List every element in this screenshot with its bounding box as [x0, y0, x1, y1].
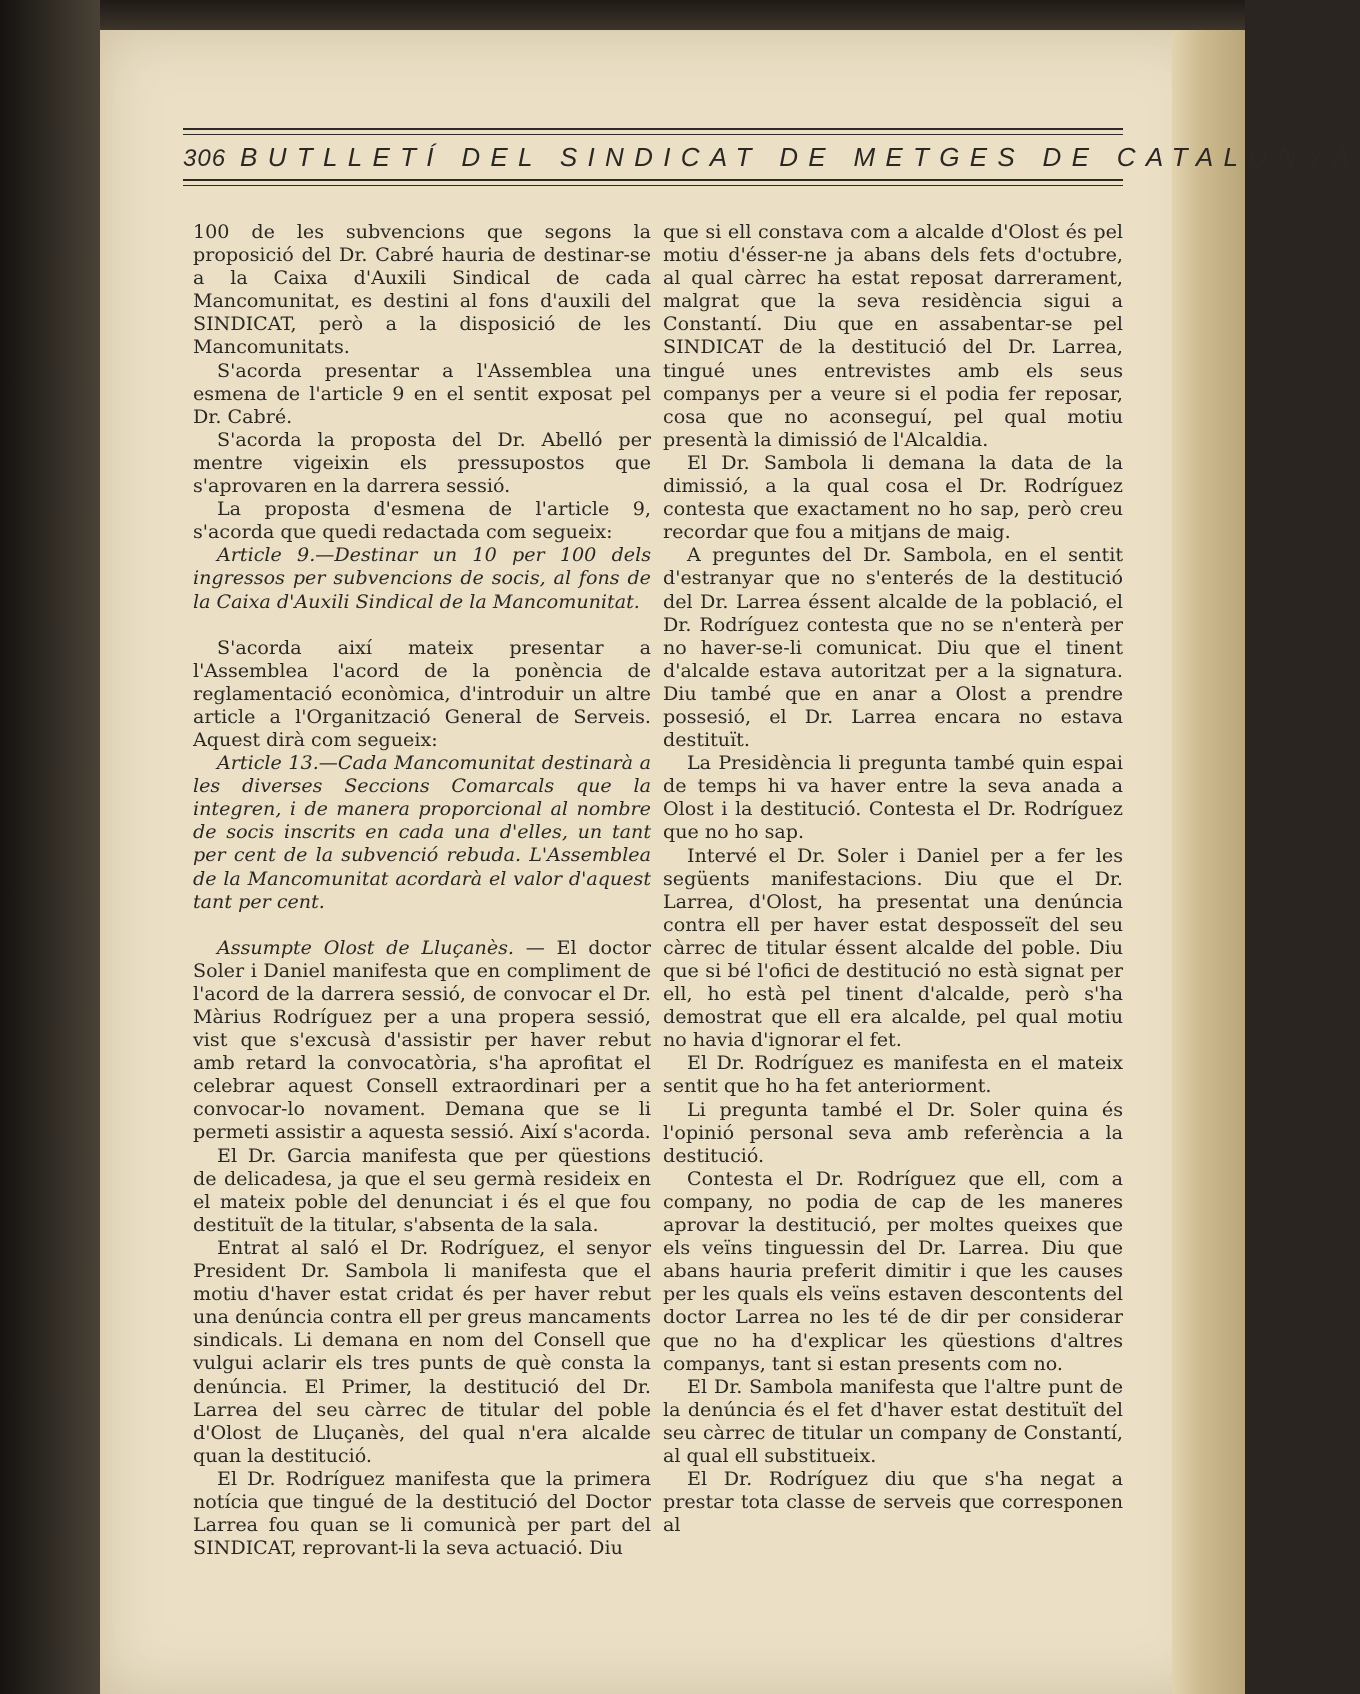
- header-rule-bottom-thin: [183, 185, 1123, 186]
- paragraph: [663, 1167, 1123, 1375]
- article-quote: [193, 751, 651, 913]
- paragraph: [663, 751, 1123, 843]
- paragraph-text: Article 13.—Cada Mancomunitat destinarà a les diverses Seccions Comarcals que la integren, i de manera proporcional al nombre de socis inscrits en cada una d'elles, un tant per cent de la subvenció rebuda. L'Assemblea de la Mancomunitat acordarà el valor d'aquest tant per cent.: [193, 751, 651, 913]
- paragraph: [193, 936, 651, 1144]
- paragraph: [193, 359, 651, 428]
- page-number: 306: [183, 145, 227, 172]
- scan-background-left: [0, 0, 100, 1694]
- paragraph: [193, 497, 651, 543]
- paragraph-text: El Dr. Garcia manifesta que per qüestions de delicadesa, ja que el seu germà resideix en el mateix poble del denunciat i és el que fou destituït de la titular, s'absenta de la sala.: [193, 1143, 651, 1236]
- paragraph: [663, 844, 1123, 1052]
- paragraph: [193, 636, 651, 751]
- paragraph-text: El Dr. Rodríguez es manifesta en el mateix sentit que ho ha fet anteriorment.: [663, 1051, 1123, 1098]
- paragraph-text: El Dr. Sambola li demana la data de la dimissió, a la qual cosa el Dr. Rodríguez contesta que exactament no ho sap, però creu recordar que fou a mitjans de maig.: [663, 450, 1123, 544]
- paragraph-text: La Presidència li pregunta també quin espai de temps hi va haver entre la seva anada a Olost i la destitució. Contesta el Dr. Rodríguez que no ho sap.: [663, 751, 1123, 844]
- running-header: [183, 128, 1360, 186]
- paragraph: [663, 1375, 1123, 1467]
- paragraph: [193, 428, 651, 497]
- header-rule-top: [183, 128, 1123, 130]
- section-lead: Assumpte Olost de Lluçanès.: [217, 935, 514, 959]
- header-row: [183, 135, 1360, 179]
- paragraph-text: El Dr. Rodríguez diu que s'ha negat a prestar tota classe de serveis que corresponen al: [663, 1467, 1123, 1537]
- paragraph-text: S'acorda així mateix presentar a l'Assemblea l'acord de la ponència de reglamentació econòmica, d'introduir un altre article a l'Organització General de Serveis. Aquest dirà com segueix:: [193, 635, 651, 751]
- paragraph: [663, 220, 1123, 451]
- paragraph: [663, 1098, 1123, 1167]
- paragraph-text: El Dr. Rodríguez manifesta que la primera notícia que tingué de la destitució del Doctor Larrea fou quan se li comunicà per part del SINDICAT, reprovant-li la seva actuació. Diu: [193, 1466, 651, 1560]
- paragraph: [663, 451, 1123, 543]
- running-title: BUTLLETÍ DEL SINDICAT DE METGES DE CATALUNYA: [240, 142, 1360, 172]
- paragraph-text: La proposta d'esmena de l'article 9, s'acorda que quedi redactada com segueix:: [193, 497, 651, 544]
- paragraph: [193, 1236, 651, 1467]
- paragraph-text: Article 9.—Destinar un 10 per 100 dels ingressos per subvencions de socis, al fons de la Caixa d'Auxili Sindical de la Mancomunitat.: [193, 543, 651, 613]
- paragraph: [663, 1051, 1123, 1097]
- paragraph-text: Li pregunta també el Dr. Soler quina és l'opinió personal seva amb referència a la destitució.: [663, 1097, 1123, 1167]
- paragraph-text: A preguntes del Dr. Sambola, en el sentit d'estranyar que no s'enterés de la destitució del Dr. Larrea éssent alcalde de la població, el Dr. Rodríguez contesta que no se n'enterà per no haver-se-li comunicat. Diu que el tinent d'alcalde estava autoritzat per a la signatura. Diu també que en anar a Olost a prendre possesió, el Dr. Larrea encara no estava destituït.: [663, 543, 1123, 752]
- right-text-column: [663, 220, 1123, 1536]
- scan-background-top: [100, 0, 1245, 30]
- article-quote: [193, 543, 651, 612]
- paragraph-text: S'acorda la proposta del Dr. Abelló per mentre vigeixin els pressupostos que s'aprovaren en la darrera sessió.: [193, 427, 651, 498]
- page-edge-right: [1172, 30, 1245, 1694]
- paragraph-text: El Dr. Sambola manifesta que l'altre punt de la denúncia és el fet d'haver estat destituït del seu càrrec de titular un company de Constantí, al qual ell substitueix.: [663, 1374, 1123, 1467]
- paragraph-text: S'acorda presentar a l'Assemblea una esmena de l'article 9 en el sentit exposat pel Dr. Cabré.: [193, 358, 651, 428]
- paragraph: [193, 1467, 651, 1559]
- paragraph: [663, 543, 1123, 751]
- paragraph-text: Contesta el Dr. Rodríguez que ell, com a company, no podia de cap de les maneres aprovar la destitució, per moltes queixes que els veïns tinguessin del Dr. Larrea. Diu que abans hauria preferit dimitir i que les causes per les quals els veïns estaven descontents del doctor Larrea no les té de dir per considerar que no ha d'explicar les qüestions d'altres companys, tant si estan presents com no.: [663, 1166, 1123, 1375]
- header-rule-bottom: [183, 179, 1123, 181]
- paragraph-text: Entrat al saló el Dr. Rodríguez, el senyor President Dr. Sambola li manifesta que el motiu d'haver estat cridat és per haver rebut una denúncia contra ell per greus mancaments sindicals. Li demana en nom del Consell que vulgui aclarir els tres punts de què consta la denúncia. El Primer, la destitució del Dr. Larrea del seu càrrec de titular del poble d'Olost de Lluçanès, del qual n'era alcalde quan la destitució.: [193, 1235, 651, 1467]
- paragraph-text: 100 de les subvencions que segons la proposició del Dr. Cabré hauria de destinar-se a la Caixa d'Auxili Sindical de cada Mancomunitat, es destini al fons d'auxili del SINDICAT, però a la disposició de les Mancomunitats.: [193, 220, 651, 359]
- paragraph-text: — El doctor Soler i Daniel manifesta que en compliment de l'acord de la darrera sessió, de convocar el Dr. Màrius Rodríguez per a una propera sessió, vist que s'excusà d'assistir per haver rebut amb retard la convocatòria, s'ha aprofitat el celebrar aquest Consell extraordinari per a convocar-lo novament. Demana que se li permeti assistir a aquesta sessió. Així s'acorda.: [193, 935, 651, 1144]
- left-text-column: [193, 220, 651, 1559]
- paragraph: [663, 1467, 1123, 1536]
- paragraph: [193, 220, 651, 359]
- paragraph-text: Intervé el Dr. Soler i Daniel per a fer les següents manifestacions. Diu que el Dr. Larrea, d'Olost, ha presentat una denúncia contra ell per haver estat desposseït del seu càrrec de titular éssent alcalde del poble. Diu que si bé l'ofici de destitució no està signat per ell, ho està pel tinent d'alcalde, però s'ha demostrat que ell era alcalde, pel qual motiu no havia d'ignorar el fet.: [663, 843, 1123, 1052]
- paragraph-text: que si ell constava com a alcalde d'Olost és pel motiu d'ésser-ne ja abans dels fets d'octubre, al qual càrrec ha estat reposat darrerament, malgrat que la seva residència sigui a Constantí. Diu que en assabentar-se pel SINDICAT de la destitució del Dr. Larrea, tingué unes entrevistes amb els seus companys per a veure si el podia fer reposar, cosa que no aconseguí, pel qual motiu presentà la dimissió de l'Alcaldia.: [663, 220, 1123, 451]
- paragraph: [193, 1144, 651, 1236]
